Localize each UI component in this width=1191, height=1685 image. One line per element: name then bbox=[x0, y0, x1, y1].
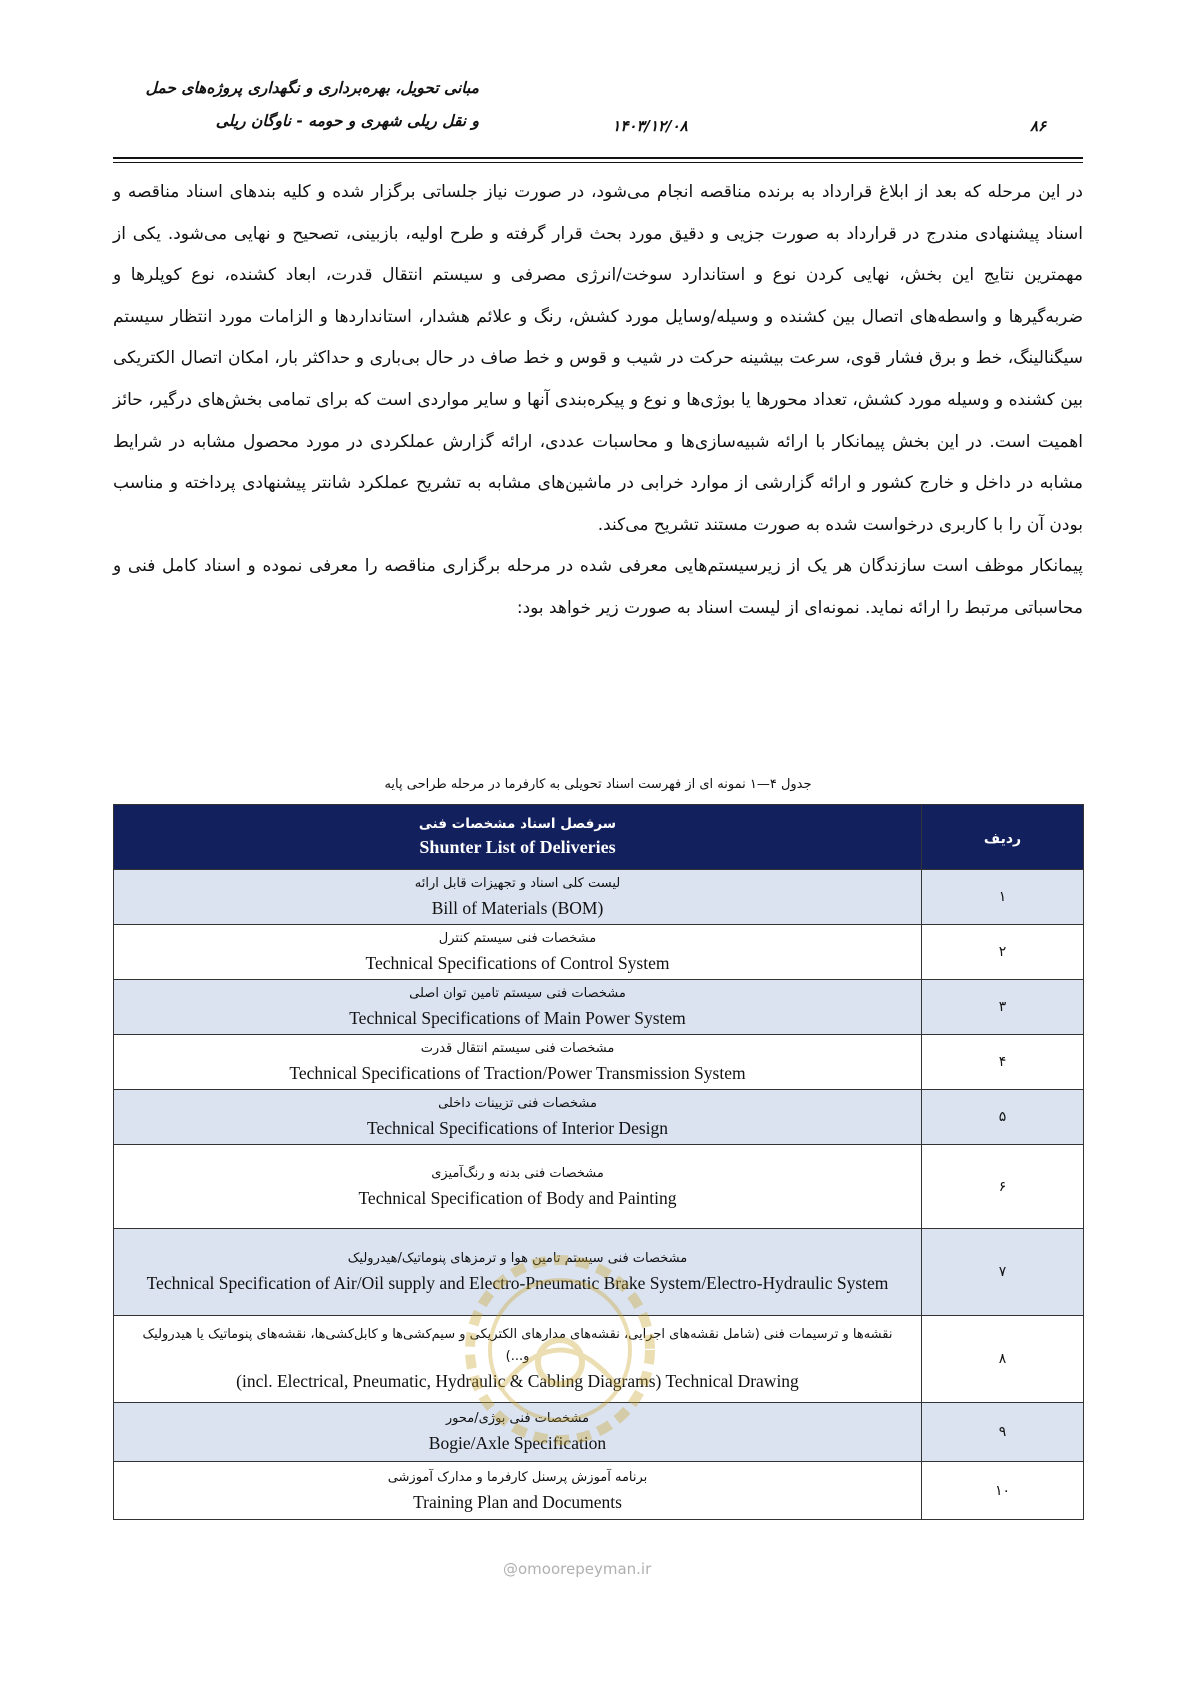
row-description bbox=[114, 1145, 922, 1229]
table-row bbox=[114, 980, 1084, 1035]
row-number: ۸ bbox=[922, 1316, 1084, 1403]
row-description bbox=[114, 1229, 922, 1316]
row-description bbox=[114, 980, 922, 1035]
row-number: ۱ bbox=[922, 870, 1084, 925]
row-description bbox=[114, 925, 922, 980]
row-description bbox=[114, 1462, 922, 1520]
row-number: ۵ bbox=[922, 1090, 1084, 1145]
row-title-en: Bogie/Axle Specification bbox=[428, 1433, 607, 1453]
row-title-en: Technical Specification of Air/Oil supply and Electro-Pneumatic Brake System/Electro-Hydraulic System bbox=[146, 1273, 889, 1293]
header-title-en: Shunter List of Deliveries bbox=[419, 837, 616, 857]
row-title-fa: مشخصات فنی بدنه و رنگ‌آمیزی bbox=[431, 1165, 604, 1181]
table-row bbox=[114, 1403, 1084, 1462]
header-title-cell bbox=[114, 805, 922, 870]
body-text bbox=[113, 172, 1083, 630]
row-title-fa: لیست کلی اسناد و تجهیزات قابل ارائه bbox=[414, 876, 621, 891]
row-title-fa: مشخصات فنی سیستم انتقال قدرت bbox=[420, 1041, 615, 1056]
table-row bbox=[114, 1035, 1084, 1090]
header-date: ۱۴۰۳/۱۲/۰۸ bbox=[612, 117, 688, 135]
row-title-fa: مشخصات فنی بوژی/محور bbox=[445, 1411, 590, 1426]
row-number: ۹ bbox=[922, 1403, 1084, 1462]
row-number: ۳ bbox=[922, 980, 1084, 1035]
row-title-en: Training Plan and Documents bbox=[413, 1491, 622, 1512]
paragraph-1: در این مرحله که بعد از ابلاغ قرارداد به برنده مناقصه انجام می‌شود، در صورت نیاز جلساتی برگزار شده و کلیه بندهای اسناد مناقصه و اسناد پیشنهادی مندرج در قرارداد به صورت جزیی و دقیق مورد بحث قرار گرفته و طرح اولیه، بازبینی، تصحیح و نهایی می‌شود. یکی از مهمترین نتایج این بخش، نهایی کردن نوع و استاندارد سوخت/انرژی مصرفی و سیستم انتقال قدرت، ابعاد کشنده، نوع کوپلرها و ضربه‌گیرها و واسطه‌های اتصال بین کشنده و وسیله/وسایل مورد کشش، رنگ و علائم هشدار، استانداردها و الزامات مورد انتظار سیستم سیگنالینگ، خط و برق فشار قوی، سرعت بیشینه حرکت در شیب و قوس و خط صاف در حال بی‌باری و حداکثر بار، امکان اتصال الکتریکی بین کشنده و وسیله مورد کشش، تعداد محورها یا بوژی‌ها و نوع و پیکره‌بندی آنها و سایر مواردی است که برای تمامی بخش‌های درگیر، حائز اهمیت است. در این بخش پیمانکار با ارائه شبیه‌سازی‌ها و محاسبات عددی، ارائه گزارش عملکردی در مورد محصول مشابه در شرایط مشابه در داخل و خارج کشور و ارائه گزارشی از موارد خرابی در ماشین‌های مشابه به تشریح عملکرد شانتر پیشنهادی پرداخته و مناسب بودن آن را با کاربری درخواست شده به صورت مستند تشریح می‌کند. bbox=[113, 182, 1083, 535]
row-number: ۴ bbox=[922, 1035, 1084, 1090]
header-title-line1: مبانی تحویل، بهره‌برداری و نگهداری پروژه‌های حمل bbox=[145, 79, 479, 97]
row-description bbox=[114, 870, 922, 925]
table-caption: جدول ۴—۱ نمونه ای از فهرست اسناد تحویلی به کارفرما در مرحله طراحی پایه bbox=[384, 777, 812, 792]
header-row-num-cell bbox=[922, 805, 1084, 870]
page-number: ۸۶ bbox=[1030, 117, 1047, 135]
header-rule-thick bbox=[113, 157, 1083, 159]
row-description bbox=[114, 1035, 922, 1090]
running-header-title bbox=[99, 72, 479, 138]
row-description bbox=[114, 1090, 922, 1145]
row-title-en: Technical Specifications of Main Power System bbox=[349, 1008, 686, 1028]
row-number: ۶ bbox=[922, 1145, 1084, 1229]
row-description bbox=[114, 1403, 922, 1462]
table-row bbox=[114, 1090, 1084, 1145]
row-title-en: (incl. Electrical, Pneumatic, Hydraulic & Cabling Diagrams) Technical Drawing bbox=[236, 1371, 799, 1391]
header-title-fa: سرفصل اسناد مشخصات فنی bbox=[418, 816, 617, 832]
row-title-fa: مشخصات فنی سیستم تامین هوا و ترمزهای پنوماتیک/هیدرولیک bbox=[347, 1251, 688, 1266]
header-row-label: ردیف bbox=[983, 830, 1022, 847]
row-title-en: Technical Specification of Body and Painting bbox=[358, 1187, 677, 1208]
row-title-fa: برنامه آموزش پرسنل کارفرما و مدارک آموزشی bbox=[387, 1469, 648, 1485]
row-title-en: Technical Specifications of Control System bbox=[365, 953, 670, 973]
row-title-fa: نقشه‌ها و ترسیمات فنی (شامل نقشه‌های اجرایی، نقشه‌های مدارهای الکتریکی و سیم‌کشی‌ها و کابل‌کشی‌ها، نقشه‌های پنوماتیک یا هیدرولیک و...) bbox=[142, 1327, 893, 1364]
deliveries-table bbox=[113, 804, 1084, 1520]
table-row bbox=[114, 925, 1084, 980]
table-header-row bbox=[114, 805, 1084, 870]
row-title-en: Technical Specifications of Interior Design bbox=[366, 1118, 669, 1138]
row-number: ۱۰ bbox=[922, 1462, 1084, 1520]
row-number: ۲ bbox=[922, 925, 1084, 980]
row-title-en: Technical Specifications of Traction/Power Transmission System bbox=[289, 1063, 746, 1083]
row-title-fa: مشخصات فنی تزیینات داخلی bbox=[438, 1096, 597, 1111]
paragraph-2: پیمانکار موظف است سازندگان هر یک از زیرسیستم‌هایی معرفی شده در مرحله برگزاری مناقصه را معرفی نموده و اسناد کامل فنی و محاسباتی مرتبط را ارائه نماید. نمونه‌ای از لیست اسناد به صورت زیر خواهد بود: bbox=[113, 556, 1083, 618]
table-row bbox=[114, 1462, 1084, 1520]
table-row bbox=[114, 1145, 1084, 1229]
row-number: ۷ bbox=[922, 1229, 1084, 1316]
row-title-en: Bill of Materials (BOM) bbox=[431, 898, 604, 918]
header-rule-thin bbox=[113, 162, 1083, 163]
row-title-fa: مشخصات فنی سیستم تامین توان اصلی bbox=[409, 986, 626, 1001]
table-row bbox=[114, 1316, 1084, 1403]
table-row bbox=[114, 1229, 1084, 1316]
row-title-fa: مشخصات فنی سیستم کنترل bbox=[438, 931, 597, 946]
row-description bbox=[114, 1316, 922, 1403]
table-row bbox=[114, 870, 1084, 925]
watermark-site: @omoorepeyman.ir bbox=[503, 1560, 652, 1578]
header-title-line2: و نقل ریلی شهری و حومه - ناوگان ریلی bbox=[215, 112, 479, 130]
